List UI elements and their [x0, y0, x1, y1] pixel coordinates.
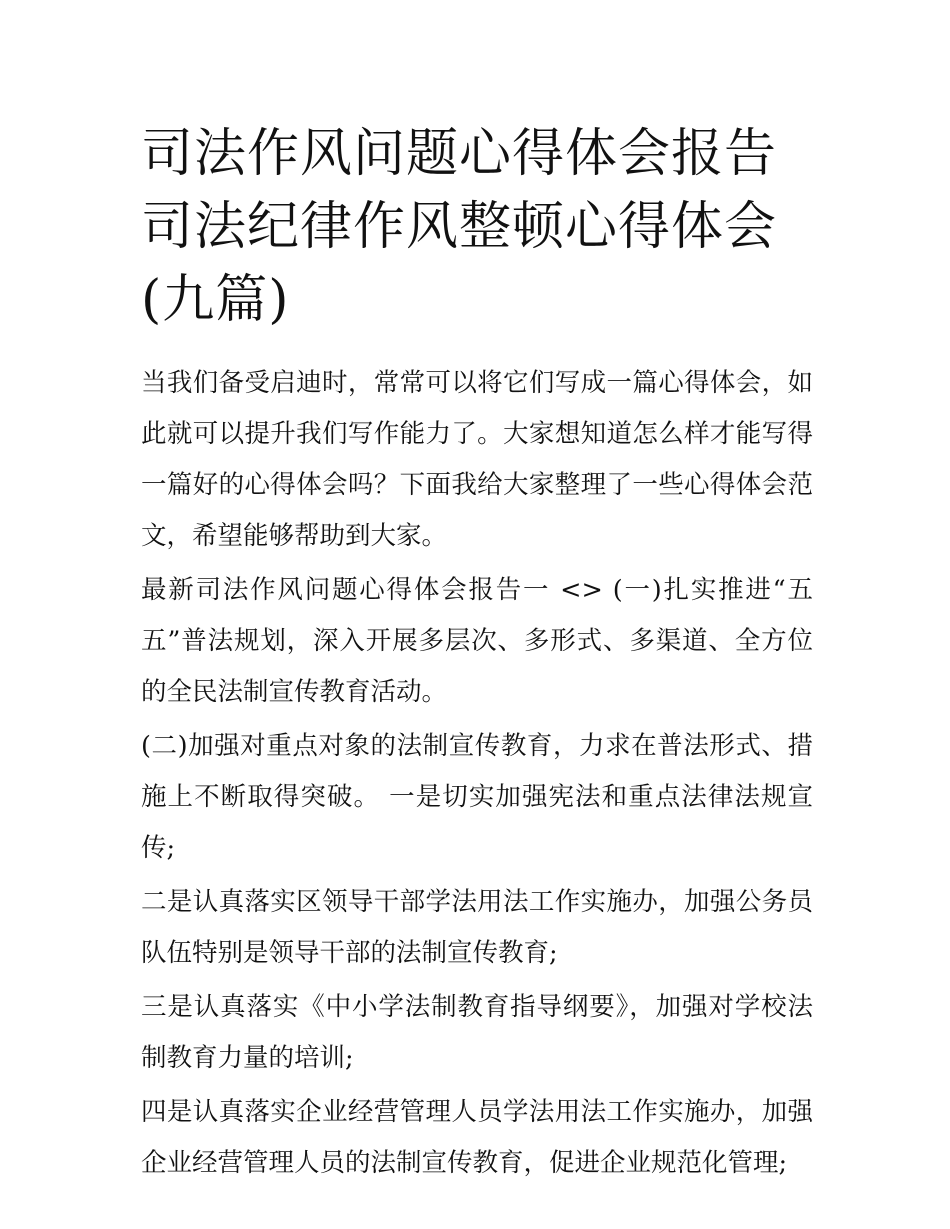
paragraph-report-one: 最新司法作风问题心得体会报告一 <> (一)扎实推进“五五”普法规划，深入开展多层次、多形式、多渠道、全方位的全民法制宣传教育活动。	[141, 575, 813, 707]
paragraph-intro: 当我们备受启迪时，常常可以将它们写成一篇心得体会，如此就可以提升我们写作能力了。大家想知道怎么样才能写得一篇好的心得体会吗？下面我给大家整理了一些心得体会范文，希望能够帮助到大家。	[141, 368, 813, 551]
document-body	[141, 358, 813, 1189]
document-page	[141, 118, 813, 1192]
paragraph-item-two: 二是认真落实区领导干部学法用法工作实施办，加强公务员队伍特别是领导干部的法制宣传教育;	[141, 887, 813, 968]
paragraph-item-three: 三是认真落实《中小学法制教育指导纲要》，加强对学校法制教育力量的培训;	[141, 992, 813, 1073]
paragraph-item-four: 四是认真落实企业经营管理人员学法用法工作实施办，加强企业经营管理人员的法制宣传教育，促进企业规范化管理;	[141, 1097, 813, 1178]
paragraph-point-two: (二)加强对重点对象的法制宣传教育，力求在普法形式、措施上不断取得突破。 一是切实加强宪法和重点法律法规宣传;	[141, 731, 813, 863]
document-title: 司法作风问题心得体会报告 司法纪律作风整顿心得体会(九篇)	[141, 124, 778, 330]
